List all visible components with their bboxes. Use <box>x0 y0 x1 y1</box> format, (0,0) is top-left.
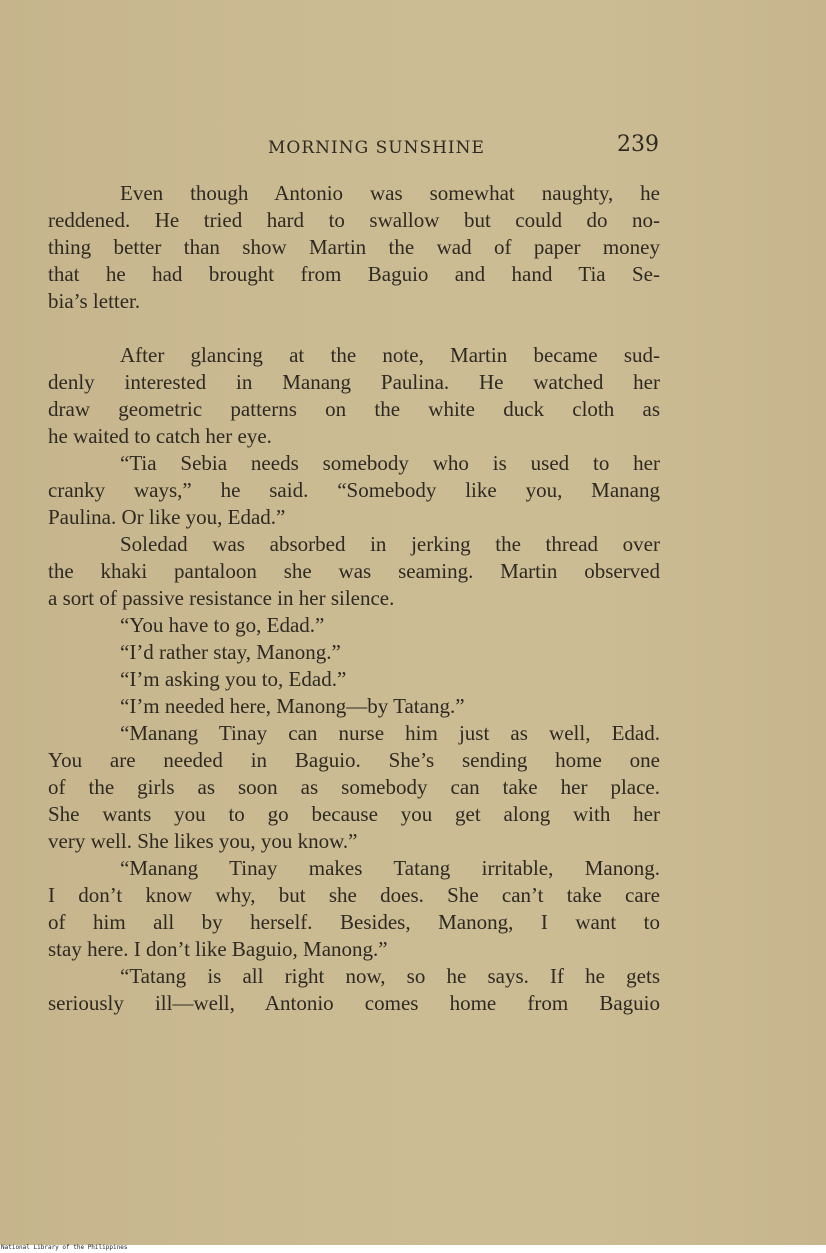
text-line: seriously ill—well, Antonio comes home from Baguio <box>48 991 660 1015</box>
text-line: “You have to go, Edad.” <box>120 613 325 637</box>
text-line: Even though Antonio was somewhat naughty, he <box>120 181 660 205</box>
text-line: that he had brought from Baguio and hand Tia Se- <box>48 262 660 286</box>
paragraph <box>48 342 660 450</box>
paragraph <box>84 693 660 720</box>
text-line: “Tia Sebia needs somebody who is used to her <box>120 451 660 475</box>
text-line: denly interested in Manang Paulina. He watched her <box>48 370 660 394</box>
text-line: She wants you to go because you get along with her <box>48 802 660 826</box>
text-line: draw geometric patterns on the white duck cloth as <box>48 397 660 421</box>
text-line: You are needed in Baguio. She’s sending home one <box>48 748 660 772</box>
library-credit: National Library of the Philippines <box>1 1244 128 1251</box>
text-line: “Manang Tinay makes Tatang irritable, Manong. <box>120 856 660 880</box>
text-line: bia’s letter. <box>48 289 141 313</box>
paragraph <box>48 531 660 612</box>
page-number: 239 <box>617 132 659 157</box>
text-line: very well. She likes you, you know.” <box>48 829 358 853</box>
page-header <box>0 132 826 162</box>
body-text <box>48 180 660 1017</box>
paragraph <box>84 666 660 693</box>
text-line: cranky ways,” he said. “Somebody like you, Manang <box>48 478 660 502</box>
paragraph <box>48 963 660 1017</box>
paragraph <box>48 720 660 855</box>
text-line: he waited to catch her eye. <box>48 424 272 448</box>
text-line: reddened. He tried hard to swallow but could do no- <box>48 208 660 232</box>
text-line: of the girls as soon as somebody can take her place. <box>48 775 660 799</box>
text-line: of him all by herself. Besides, Manong, I want to <box>48 910 660 934</box>
text-line: a sort of passive resistance in her silence. <box>48 586 395 610</box>
text-line: “I’m asking you to, Edad.” <box>120 667 347 691</box>
text-line: Soledad was absorbed in jerking the thread over <box>120 532 660 556</box>
paragraph <box>48 855 660 963</box>
text-line: “Tatang is all right now, so he says. If he gets <box>120 964 660 988</box>
text-line: Paulina. Or like you, Edad.” <box>48 505 286 529</box>
text-line: “Manang Tinay can nurse him just as well, Edad. <box>120 721 660 745</box>
text-line: I don’t know why, but she does. She can’t take care <box>48 883 660 907</box>
paragraph <box>84 639 660 666</box>
text-line: stay here. I don’t like Baguio, Manong.” <box>48 937 388 961</box>
paragraph <box>48 450 660 531</box>
text-line: After glancing at the note, Martin became sud- <box>120 343 660 367</box>
running-head: MORNING SUNSHINE <box>268 138 485 158</box>
text-line: “I’m needed here, Manong—by Tatang.” <box>120 694 465 718</box>
text-line: “I’d rather stay, Manong.” <box>120 640 341 664</box>
text-line: thing better than show Martin the wad of paper money <box>48 235 660 259</box>
text-line: the khaki pantaloon she was seaming. Martin observed <box>48 559 660 583</box>
paragraph <box>48 180 660 315</box>
paragraph <box>84 612 660 639</box>
